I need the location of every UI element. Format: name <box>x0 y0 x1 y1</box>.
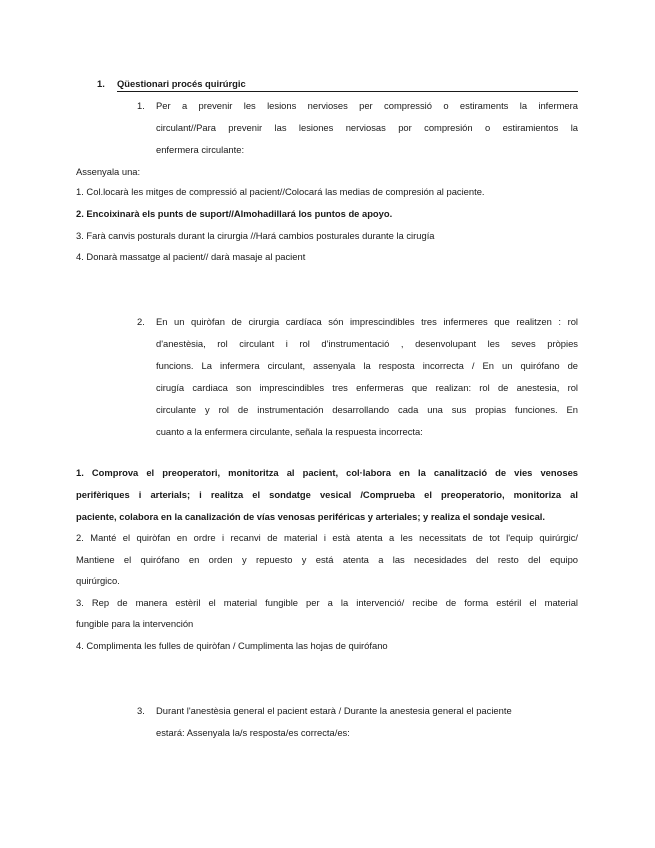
heading-number: 1. <box>97 78 105 89</box>
q2-option-3-line-1: 3. Rep de manera estèril el material fungible per a la intervenció/ recibe de forma estéril el material <box>76 597 578 608</box>
q1-instruction: Assenyala una: <box>76 166 141 177</box>
q1-option-4: 4. Donarà massatge al pacient// darà masaje al pacient <box>76 251 306 262</box>
q3-number: 3. <box>137 705 145 716</box>
q1-option-2: 2. Encoixinarà els punts de suport//Almohadillará los puntos de apoyo. <box>76 208 393 219</box>
q3-line-1: Durant l'anestèsia general el pacient estarà / Durante la anestesia general el paciente <box>156 705 512 716</box>
q2-option-3-line-2: fungible para la intervención <box>76 618 194 629</box>
q2-line-6: cuanto a la enfermera circulante, señala la respuesta incorrecta: <box>156 426 423 437</box>
q2-line-3: funcions. La infermera circulant, assenyala la resposta incorrecta / En un quirófano de <box>156 360 578 371</box>
q1-line-2: circulant//Para prevenir las lesiones nerviosas por compresión o estiramientos la <box>156 122 578 133</box>
q2-line-5: circulante y rol de instrumentación desarrollando cada una sus propias funciones. En <box>156 404 578 415</box>
q1-number: 1. <box>137 100 145 111</box>
q2-line-1: En un quiròfan de cirurgia cardíaca són imprescindibles tres infermeres que realitzen : rol <box>156 316 578 327</box>
q2-number: 2. <box>137 316 145 327</box>
q2-option-2-line-2: Mantiene el quirófano en orden y repuesto y está atenta a las necesidades del resto del equipo <box>76 554 578 565</box>
q2-option-4: 4. Complimenta les fulles de quiròfan / Cumplimenta las hojas de quirófano <box>76 640 388 651</box>
q2-option-2-line-1: 2. Manté el quiròfan en ordre i recanvi de material i està atenta a les necessitats de tot l'equip quirúrgic/ <box>76 532 578 543</box>
q1-line-3: enfermera circulante: <box>156 144 245 155</box>
q2-option-1-line-2: perifèriques i arterials; i realitza el sondatge vesical /Comprueba el preoperatorio, monitoriza al <box>76 489 578 500</box>
q2-line-4: cirugía cardiaca son imprescindibles tres enfermeras que realizan: rol de anestesia, rol <box>156 382 578 393</box>
q2-option-1-line-3: paciente, colabora en la canalización de vías venosas periféricas y arteriales; y realiza el sondaje vesical. <box>76 511 545 522</box>
q2-option-1-line-1: 1. Comprova el preoperatori, monitoritza al pacient, col·labora en la canalització de vies venoses <box>76 467 578 478</box>
q1-option-1: 1. Col.locarà les mitges de compressió al pacient//Colocará las medias de compresión al paciente. <box>76 186 485 197</box>
q1-line-1: Per a prevenir les lesions nervioses per compressió o estiraments la infermera <box>156 100 578 111</box>
q2-line-2: d'anestèsia, rol circulant i rol d'instrumentació , desenvolupant les seves pròpies <box>156 338 578 349</box>
q3-line-2: estará: Assenyala la/s resposta/es correcta/es: <box>156 727 350 738</box>
q1-option-3: 3. Farà canvis posturals durant la cirurgia //Hará cambios posturales durante la cirugía <box>76 230 435 241</box>
heading-title: Qüestionari procés quirúrgic <box>117 78 246 89</box>
q2-option-2-line-3: quirúrgico. <box>76 575 120 586</box>
heading-underline <box>117 91 578 92</box>
